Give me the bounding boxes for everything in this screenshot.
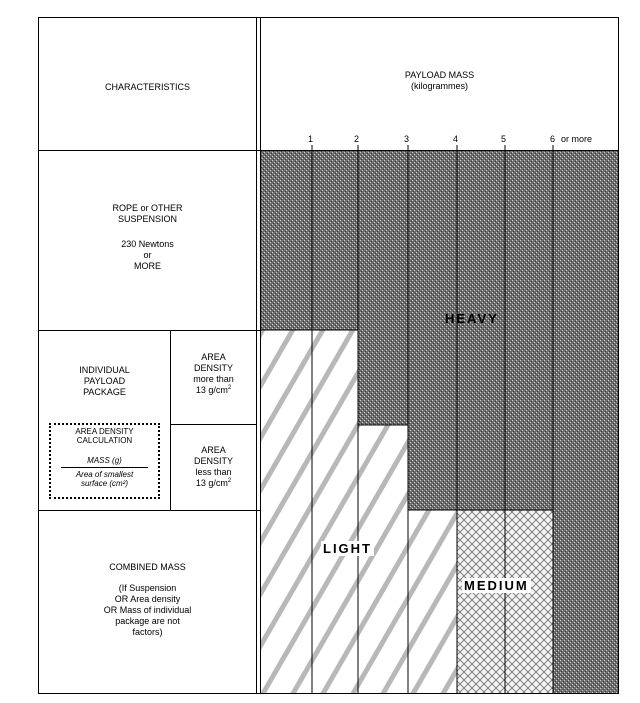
combined-note2: OR Area density [114,594,181,604]
payload-mass-title: PAYLOAD MASS [404,70,475,80]
mass-tick-5: 5 [501,134,507,144]
rope-suspension-cell [39,203,256,272]
combined-note5: factors) [132,627,163,637]
density-low-cell [171,445,256,489]
rope-line1: ROPE or OTHER [112,203,183,213]
area-density-calculation-box [49,423,160,499]
density-high-line3: more than [193,374,234,384]
rope-more: MORE [134,261,161,271]
density-low-line4: 13 $g/cm^2$ [195,478,232,488]
individual-line2: PAYLOAD [83,376,126,386]
heavy-label: HEAVY [445,311,499,326]
medium-label: MEDIUM [464,578,529,593]
combined-mass-cell [39,562,256,638]
combined-title: COMBINED MASS [109,562,186,572]
density-low-line1: AREA [201,445,226,455]
rope-line2: SUSPENSION [117,214,177,224]
characteristics-header: CHARACTERISTICS [104,82,190,92]
calc-denominator1: Area of smallest [75,470,134,479]
density-low-line2: DENSITY [193,456,233,466]
density-high-cell [171,352,256,396]
individual-line3: PACKAGE [83,387,126,397]
payload-mass-unit: (kilogrammes) [410,81,468,91]
individual-line1: INDIVIDUAL [79,365,130,375]
mass-tick-1: 1 [308,134,314,144]
mass-tick-2: 2 [354,134,360,144]
individual-package-label [39,365,170,398]
mass-tick-3: 3 [404,134,410,144]
calc-denominator2: surface (cm²) [80,479,129,488]
density-high-line4: 13 $g/cm^2$ [195,385,232,395]
mass-tick-or-more: or more [561,134,593,144]
combined-note1: (If Suspension [118,583,177,593]
combined-note4: package are not [115,616,180,626]
density-high-line1: AREA [201,352,226,362]
mass-tick-6: 6 [550,134,556,144]
combined-note3: OR Mass of individual [103,605,192,615]
rope-or: or [143,250,152,260]
calc-fraction-bar [61,467,148,468]
calc-numerator: MASS (g) [87,456,122,465]
density-low-line3: less than [195,467,232,477]
payload-mass-header [261,70,618,92]
light-label: LIGHT [323,541,372,556]
mass-tick-4: 4 [453,134,459,144]
density-high-line2: DENSITY [193,363,233,373]
calc-line2: CALCULATION [76,436,133,445]
calc-line1: AREA DENSITY [75,427,134,436]
rope-force: 230 Newtons [121,239,174,249]
